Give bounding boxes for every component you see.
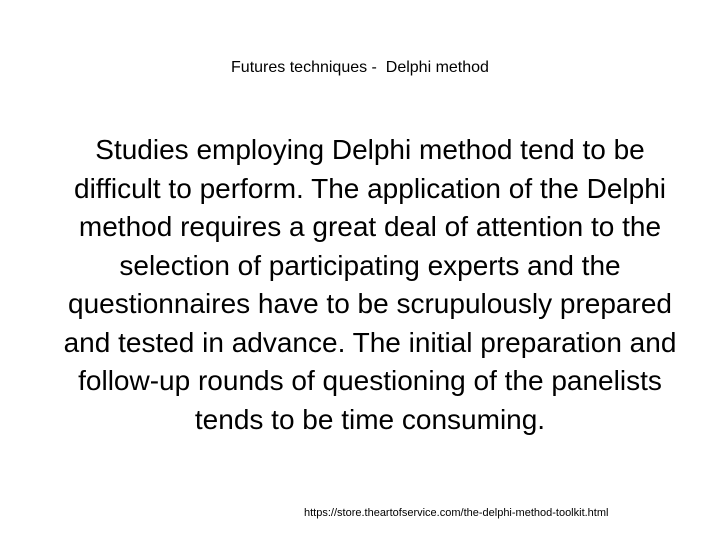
source-url-link[interactable]: https://store.theartofservice.com/the-delphi-method-toolkit.html — [304, 507, 609, 519]
slide-title: Futures techniques - Delphi method — [231, 59, 489, 76]
slide-body-text: Studies employing Delphi method tend to be difficult to perform. The application of the Delphi method requires a great deal of attention to the selection of participating experts and the questionnaires have to be scrupulously prepared and tested in advance. The initial preparation and follow-up rounds of questioning of the panelists tends to be time consuming. — [63, 134, 677, 435]
